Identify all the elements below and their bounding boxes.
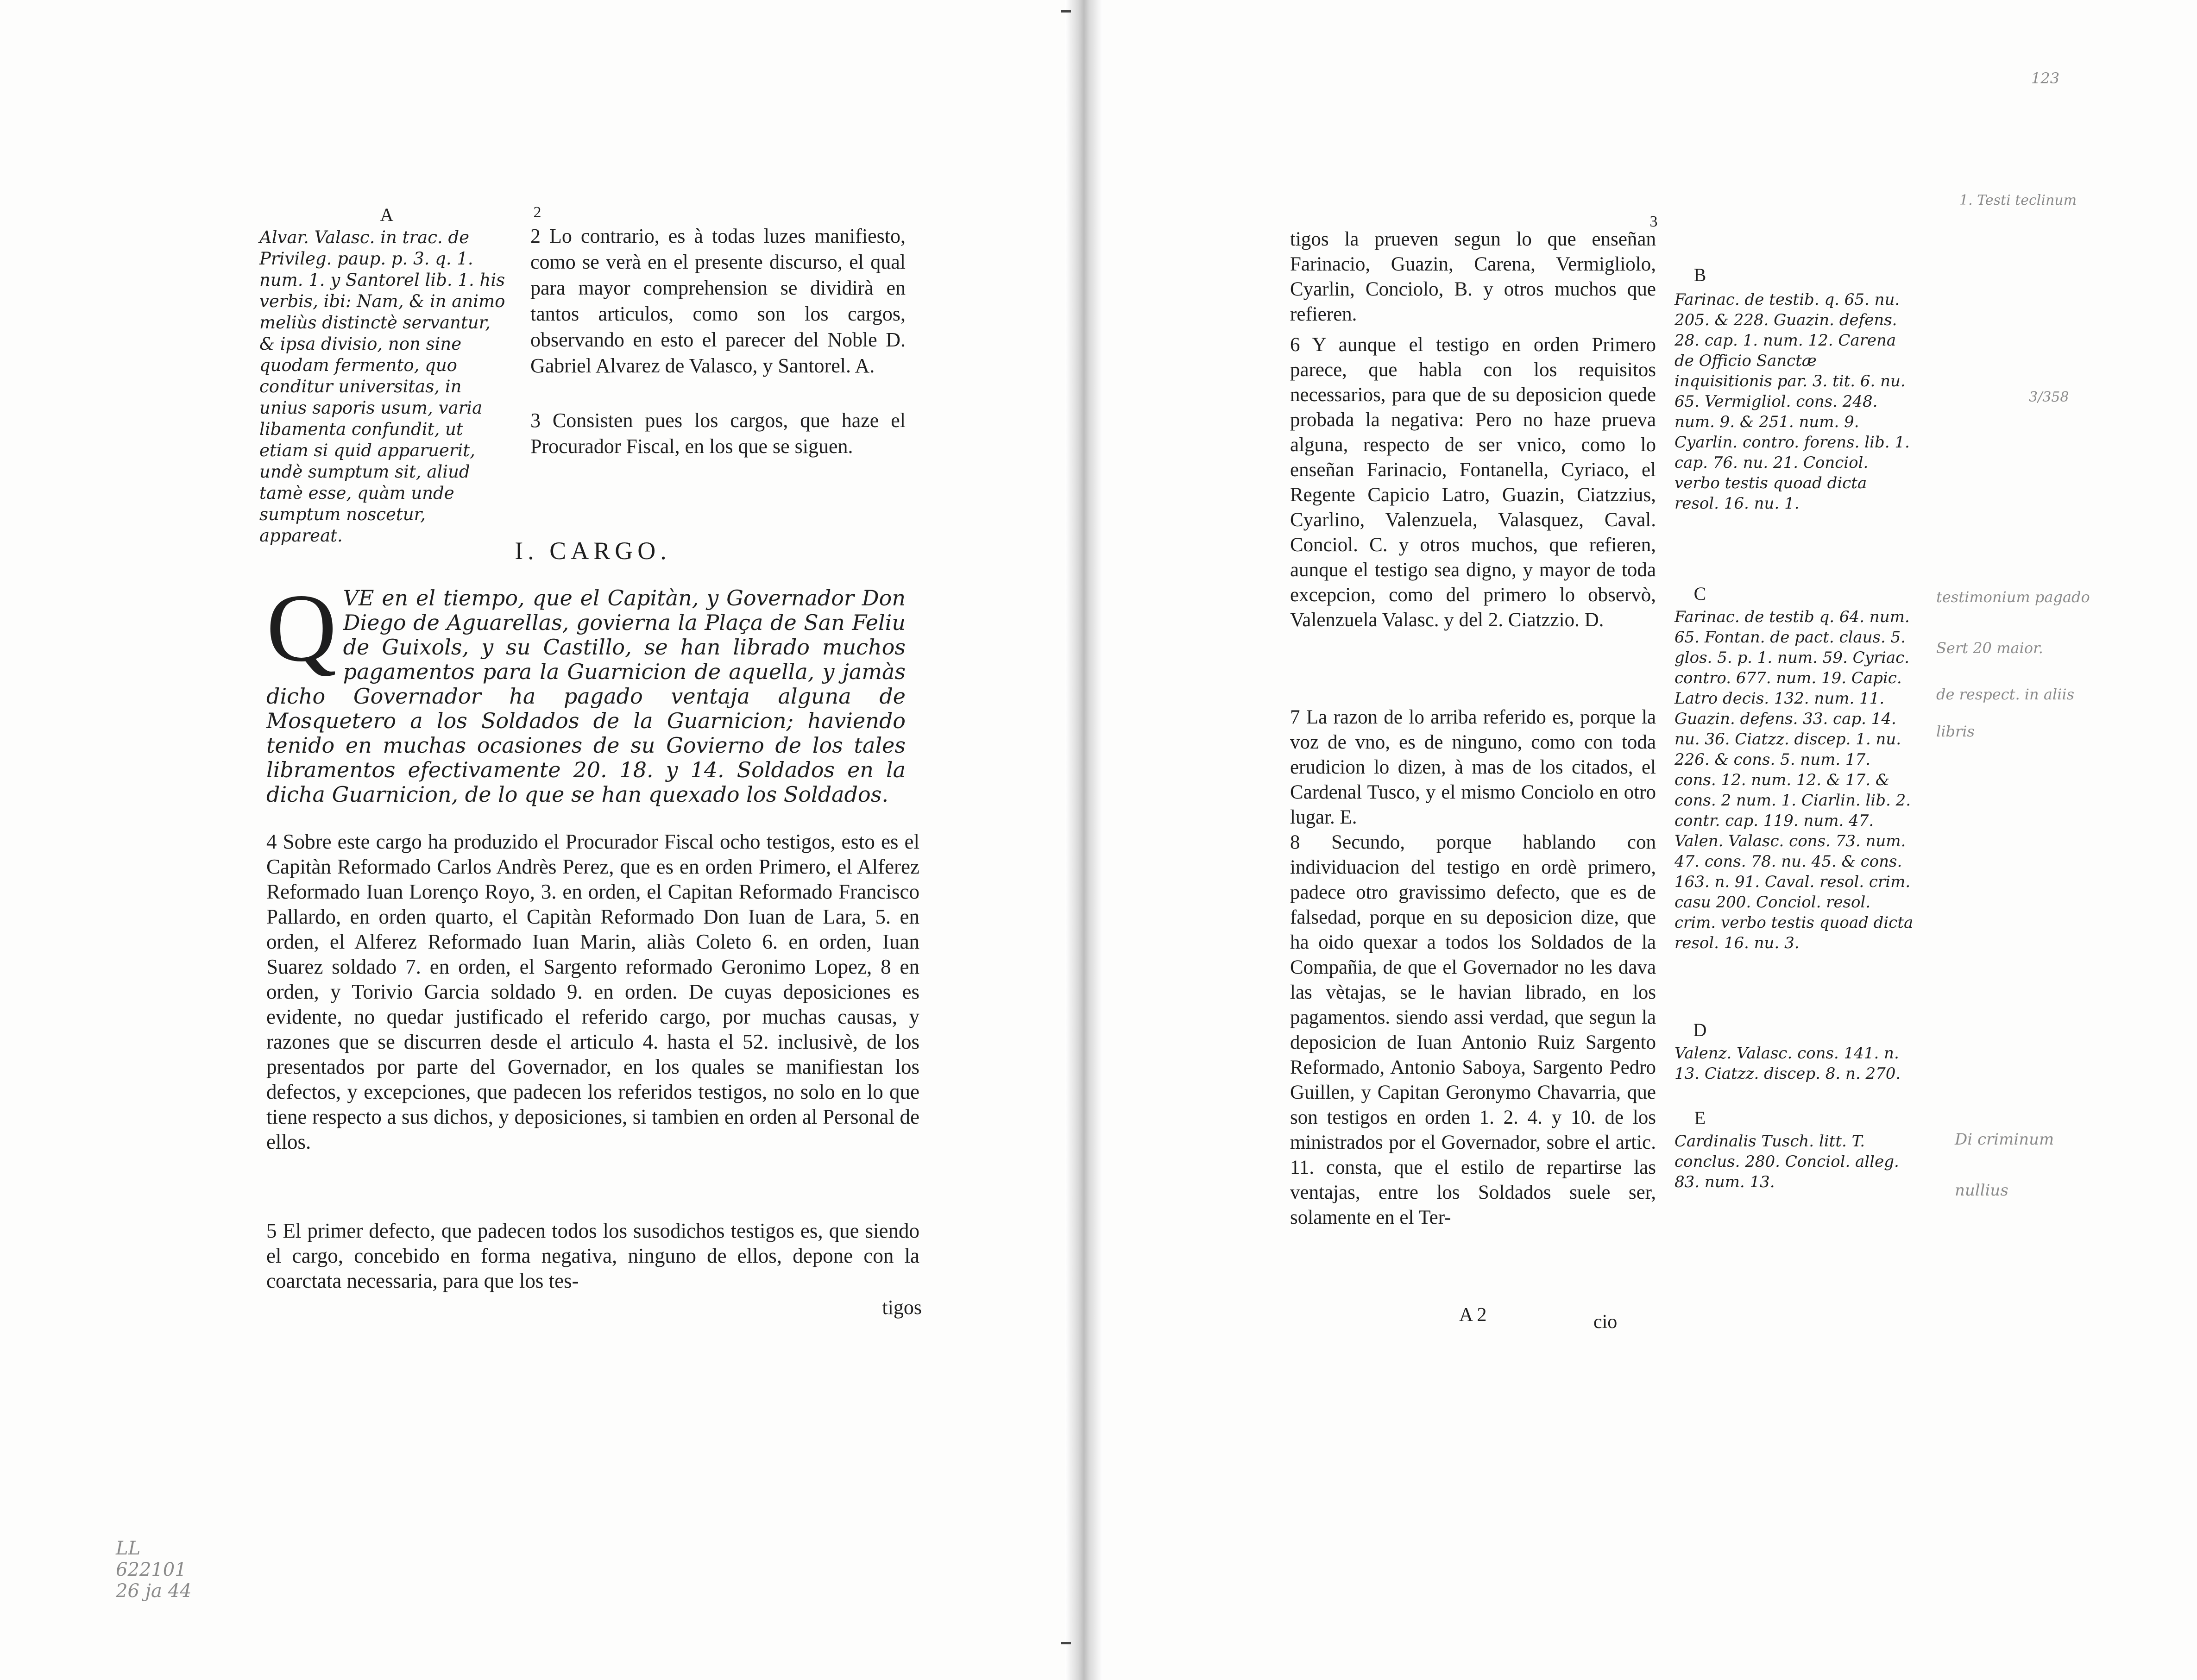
note-d: Valenz. Valasc. cons. 141. n. 13. Ciatzz. discep. 8. n. 270. (1675, 1044, 1901, 1083)
hand-note-7: Di criminum (1955, 1130, 2054, 1149)
hand-note-3: testimonium pagado (1936, 588, 2090, 606)
right-page-number: 3 (1649, 213, 1658, 230)
paragraph-5: 5 El primer defecto, que padecen todos los susodichos testigos es, que siendo el cargo, concebido en forma negativa, ninguno de ellos, depone con la coarctata necessaria, para que los tes- (266, 1219, 919, 1292)
marginal-citation-a: Alvar. Valasc. in trac. de Privileg. paup. p. 3. q. 1. num. 1. y Santorel lib. 1. his verbis, ibi: Nam, & in animo meliùs distinctè servantur, & ipsa divisio, non sine quodam fermento, quo conditur universitas, in unius saporis usum, varia libamenta confundit, ut etiam si quid apparuerit, undè sumptum sit, aliud tamè esse, quàm unde sumptum noscetur, appareat. (259, 227, 505, 546)
left-page-number: 2 (533, 204, 541, 221)
paragraph-6: 6 Y aunque el testigo en orden Primero parece, que habla con los requisitos necessarios, para que de su deposicion quede probada la negativa: Pero no haze prueva alguna, respecto de ser vnico, como lo enseñan Farinacio, Fontanella, Cyriaco, el Regente Capicio Latro, Guazin, Ciatzzius, Cyarlino, Valenzuela, Valasquez, Caval. Conciol. C. y otros muchos, que refieren, aunque el testigo sea digno, y mayor de toda excepcion, como del primero lo observò, Valenzuela Valasc. y del 2. Ciatzzio. D. (1290, 334, 1656, 631)
hand-note-1: 1. Testi teclinum (1959, 192, 2077, 208)
note-e: Cardinalis Tusch. litt. T. conclus. 280. Conciol. alleg. 83. num. 13. (1675, 1132, 1899, 1191)
top-fold-mark (1061, 10, 1071, 13)
note-letter-d: D (1693, 1019, 1707, 1040)
paragraph-8: 8 Secundo, porque hablando con individuacion del testigo en ordè primero, padece otro gravissimo defecto, que es de falsedad, porque en su deposicion dize, que ha oido quexar a todos los Soldados de la Compañia, de que el Governador no les dava las vètajas, se le havian librado, en los pagamentos. siendo assi verdad, que segun la deposicion de Iuan Antonio Ruiz Sargento Reformado, Antonio Saboya, Sargento Pedro Guillen, y Capitan Geronymo Chavarria, que son testigos en orden 1. 2. 4. y 10. de los ministrados por el Governador, sobre el artic. 11. consta, que el estilo de repartirse las ventajas, entre los Soldados suele ser, solamente en el Ter- (1290, 831, 1656, 1228)
paragraph-7: 7 La razon de lo arriba referido es, porque la voz de vno, es de ninguno, como con toda erudicion lo dizen, à mas de los citados, el Cardenal Tusco, y el mismo Conciolo en otro lugar. E. (1290, 706, 1656, 828)
folio-note: 123 (2031, 69, 2060, 87)
left-catchword: tigos (882, 1296, 922, 1319)
note-letter-c: C (1693, 583, 1706, 604)
note-letter-e: E (1694, 1107, 1706, 1128)
hand-note-4: Sert 20 maior. (1936, 639, 2043, 657)
paragraph-2: 2 Lo contrario, es à todas luzes manifiesto, como se verà en el presente discurso, el qual para mayor comprehension se dividirà en tantos articulos, como son los cargos, observando en esto el parecer del Noble D. Gabriel Alvarez de Valasco, y Santorel. A. (530, 225, 906, 377)
note-c: Farinac. de testib q. 64. num. 65. Fontan. de pact. claus. 5. glos. 5. p. 1. num. 59. Cyriac. contro. 677. num. 19. Capic. Latro decis. 132. num. 11. Guazin. defens. 33. cap. 14. nu. 36. Ciatzz. discep. 1. nu. 226. & cons. 5. num. 17. cons. 12. num. 12. & 17. & cons. 2 num. 1. Ciarlin. lib. 2. contr. cap. 119. num. 47. Valen. Valasc. cons. 73. num. 47. cons. 78. nu. 45. & cons. 163. n. 91. Caval. resol. crim. casu 200. Conciol. resol. crim. verbo testis quoad dicta resol. 16. nu. 3. (1675, 608, 1914, 952)
marginal-letter-a: A (380, 204, 394, 225)
bottom-fold-mark (1061, 1642, 1071, 1644)
signature-mark: A 2 (1459, 1304, 1487, 1326)
paragraph-4: 4 Sobre este cargo ha produzido el Procurador Fiscal ocho testigos, esto es el Capitàn Reformado Carlos Andrès Perez, que es en orden Primero, el Alferez Reformado Iuan Lorenço Royo, 3. en orden, el Capitan Reformado Francisco Pallardo, en orden quarto, el Capitàn Reformado Don Iuan de Lara, 5. en orden, el Alferez Reformado Iuan Marin, aliàs Coleto 6. en orden, Iuan Suarez soldado 7. en orden, el Sargento reformado Geronimo Lopez, 8 en orden, y Torivio Garcia soldado 9. en orden. De cuyas deposiciones es evidente, no quedar justificado el referido cargo, por muchas causas, y razones que se discurren desde el articulo 4. hasta el 52. inclusivè, de los presentados por parte del Governador, en los quales se manifiestan los defectos, y excepciones, que padecen los referidos testigos, no solo en lo que tiene respecto a sus dichos, y deposiciones, si tambien en orden al Personal de ellos. (266, 830, 919, 1153)
cargo-text: VE en el tiempo, que el Capitàn, y Governador Don Diego de Aguarellas, govierna la Plaça de San Feliu de Guixols, y su Castillo, se han librado muchos pagamentos para la Guarnicion de aquella, y jamàs dicho Governador ha pagado ventaja alguna de Mosquetero a los Soldados de la Guarnicion; haviendo tenido en muchas ocasiones de su Govierno de los tales libramentos efectivamente 20. 18. y 14. Soldados en la dicha Guarnicion, de lo que se han quexado los Soldados. (266, 585, 906, 807)
hand-note-8: nullius (1955, 1181, 2008, 1200)
hand-note-5: de respect. in aliis (1936, 686, 2075, 703)
drop-cap: Q (266, 574, 337, 682)
paragraph-3: 3 Consisten pues los cargos, que haze el Procurador Fiscal, en los que se siguen. (530, 409, 906, 458)
hand-note-2: 3/358 (2029, 389, 2069, 405)
book-gutter (1065, 0, 1102, 1680)
note-letter-b: B (1693, 264, 1706, 285)
right-catchword: cio (1593, 1311, 1618, 1333)
archive-note: LL 622101 26 ja 44 (116, 1538, 192, 1602)
cargo-heading: I. CARGO. (515, 537, 671, 565)
paragraph-continuation: tigos la prueven segun lo que enseñan Farinacio, Guazin, Carena, Vermigliolo, Cyarlin, Conciolo, B. y otros muchos que refieren. (1290, 228, 1656, 325)
note-b: Farinac. de testib. q. 65. nu. 205. & 228. Guazin. defens. 28. cap. 1. num. 12. Carena de Officio Sanctæ inquisitionis par. 3. tit. 6. nu. 65. Vermigliol. cons. 248. num. 9. & 251. num. 9. Cyarlin. contro. forens. lib. 1. cap. 76. nu. 21. Conciol. verbo testis quoad dicta resol. 16. nu. 1. (1675, 290, 1910, 513)
cargo-statement (266, 574, 906, 807)
hand-note-6: libris (1936, 723, 1975, 740)
